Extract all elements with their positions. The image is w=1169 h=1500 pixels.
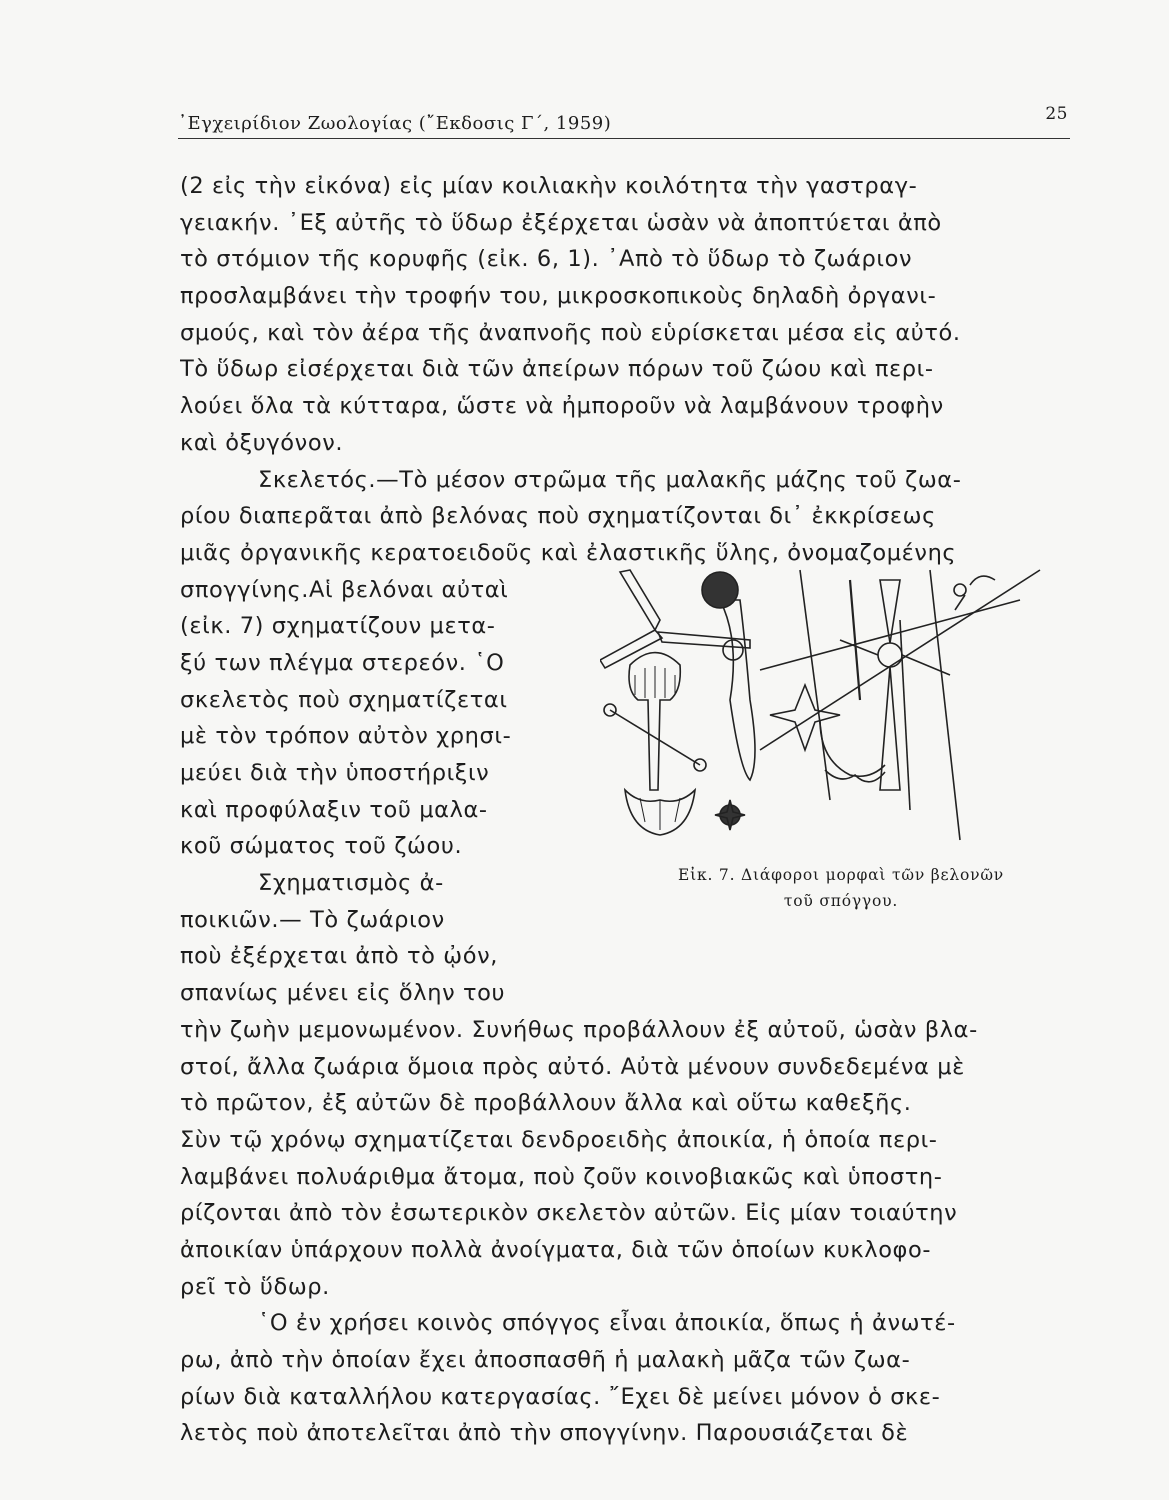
text-line: ρίου διαπερᾶται ἀπὸ βελόνας ποὺ σχηματίζονται δι᾿ ἐκκρίσεως (180, 503, 936, 530)
text-line: (2 εἰς τὴν εἰκόνα) εἰς μίαν κοιλιακὴν κοιλότητα τὴν γαστραγ- (180, 173, 918, 199)
text-line: λαμβάνει πολυάριθμα ἄτομα, ποὺ ζοῦν κοινοβιακῶς καὶ ὑποστη- (180, 1163, 943, 1190)
text-line: Τὸ ὕδωρ εἰσέρχεται διὰ τῶν ἀπείρων πόρων τοῦ ζώου καὶ περι- (180, 356, 934, 383)
figure-caption (596, 862, 1086, 914)
running-title: ᾿Εγχειρίδιον Ζωολογίας (῎Εκδοσις Γ΄, 1959) (178, 113, 612, 134)
sponge-spicules-illustration (600, 560, 1080, 850)
text-line: στοί, ἄλλα ζωάρια ὅμοια πρὸς αὐτό. Αὐτὰ μένουν συνδεδεμένα μὲ (180, 1053, 965, 1080)
text-line: Σὺν τῷ χρόνῳ σχηματίζεται δενδροειδὴς ἀποικία, ἡ ὁποία περι- (180, 1126, 938, 1153)
text-line: ρεῖ τὸ ὕδωρ. (180, 1273, 330, 1300)
text-line: καὶ ὀξυγόνον. (180, 429, 344, 456)
text-line: λετὸς ποὺ ἀποτελεῖται ἀπὸ τὴν σπογγίνην. Παρουσιάζεται δὲ (180, 1420, 909, 1447)
text-line: σπανίως μένει εἰς ὅλην του (180, 980, 506, 1007)
text-line: μιᾶς ὀργανικῆς κερατοειδοῦς καὶ ἐλαστικῆς ὕλης, ὀνομαζομένης (180, 539, 957, 566)
section-heading-colonies: Σχηματισμὸς ἀ- (258, 870, 444, 897)
text-line: προσλαμβάνει τὴν τροφήν του, μικροσκοπικοὺς δηλαδὴ ὀργανι- (180, 283, 937, 310)
text-line: ρίων διὰ καταλλήλου κατεργασίας. ῎Εχει δὲ μείνει μόνον ὁ σκε- (180, 1383, 941, 1410)
text-line: τὸ στόμιον τῆς κορυφῆς (εἰκ. 6, 1). ᾿Απὸ τὸ ὕδωρ τὸ ζωάριον (180, 246, 913, 273)
text-line: λούει ὅλα τὰ κύτταρα, ὥστε νὰ ἠμποροῦν νὰ λαμβάνουν τροφὴν (180, 393, 944, 420)
text-line: (εἰκ. 7) σχηματίζουν μετα- (180, 613, 496, 640)
caption-line-1: Εἰκ. 7. Διάφοροι μορφαὶ τῶν βελονῶν (677, 866, 1005, 884)
text-line: σκελετὸς ποὺ σχηματίζεται (180, 686, 508, 713)
text-line: ρω, ἀπὸ τὴν ὁποίαν ἔχει ἀποσπασθῆ ἡ μαλακὴ μᾶζα τῶν ζωα- (180, 1347, 911, 1373)
text-line: κοῦ σώματος τοῦ ζώου. (180, 833, 463, 860)
section-heading-skeleton: Σκελετός.—Τὸ μέσον στρῶμα τῆς μαλακῆς μάζης τοῦ ζωα- (258, 466, 962, 493)
text-line: ποικιῶν.— Τὸ ζωάριον (180, 906, 445, 933)
text-line: σπογγίνης.Αἱ βελόναι αὐταὶ (180, 576, 509, 603)
text-line: μὲ τὸν τρόπον αὐτὸν χρησι- (180, 723, 512, 750)
text-line: σμούς, καὶ τὸν ἀέρα τῆς ἀναπνοῆς ποὺ εὑρίσκεται μέσα εἰς αὐτό. (180, 319, 961, 346)
caption-line-2: τοῦ σπόγγου. (783, 892, 899, 910)
text-line: ποὺ ἐξέρχεται ἀπὸ τὸ ᾠόν, (180, 943, 499, 970)
text-line: γειακήν. ᾿Εξ αὐτῆς τὸ ὕδωρ ἐξέρχεται ὡσὰν νὰ ἀποπτύεται ἀπὸ (180, 209, 942, 236)
running-header (178, 104, 1070, 139)
text-line: τὸ πρῶτον, ἐξ αὐτῶν δὲ προβάλλουν ἄλλα καὶ οὕτω καθεξῆς. (180, 1090, 912, 1117)
text-line: ῾Ο ἐν χρήσει κοινὸς σπόγγος εἶναι ἀποικία, ὅπως ἡ ἀνωτέ- (258, 1310, 956, 1337)
text-line: ρίζονται ἀπὸ τὸν ἐσωτερικὸν σκελετὸν αὐτῶν. Εἰς μίαν τοιαύτην (180, 1200, 958, 1227)
text-line: καὶ προφύλαξιν τοῦ μαλα- (180, 796, 488, 823)
text-line: τὴν ζωὴν μεμονωμένον. Συνήθως προβάλλουν ἐξ αὐτοῦ, ὡσὰν βλα- (180, 1016, 978, 1043)
text-line: μεύει διὰ τὴν ὑποστήριξιν (180, 760, 490, 786)
text-line: ξύ των πλέγμα στερεόν. ῾Ο (180, 649, 505, 676)
page-number: 25 (1045, 104, 1068, 124)
text-line: ἀποικίαν ὑπάρχουν πολλὰ ἀνοίγματα, διὰ τῶν ὁποίων κυκλοφο- (180, 1236, 932, 1263)
